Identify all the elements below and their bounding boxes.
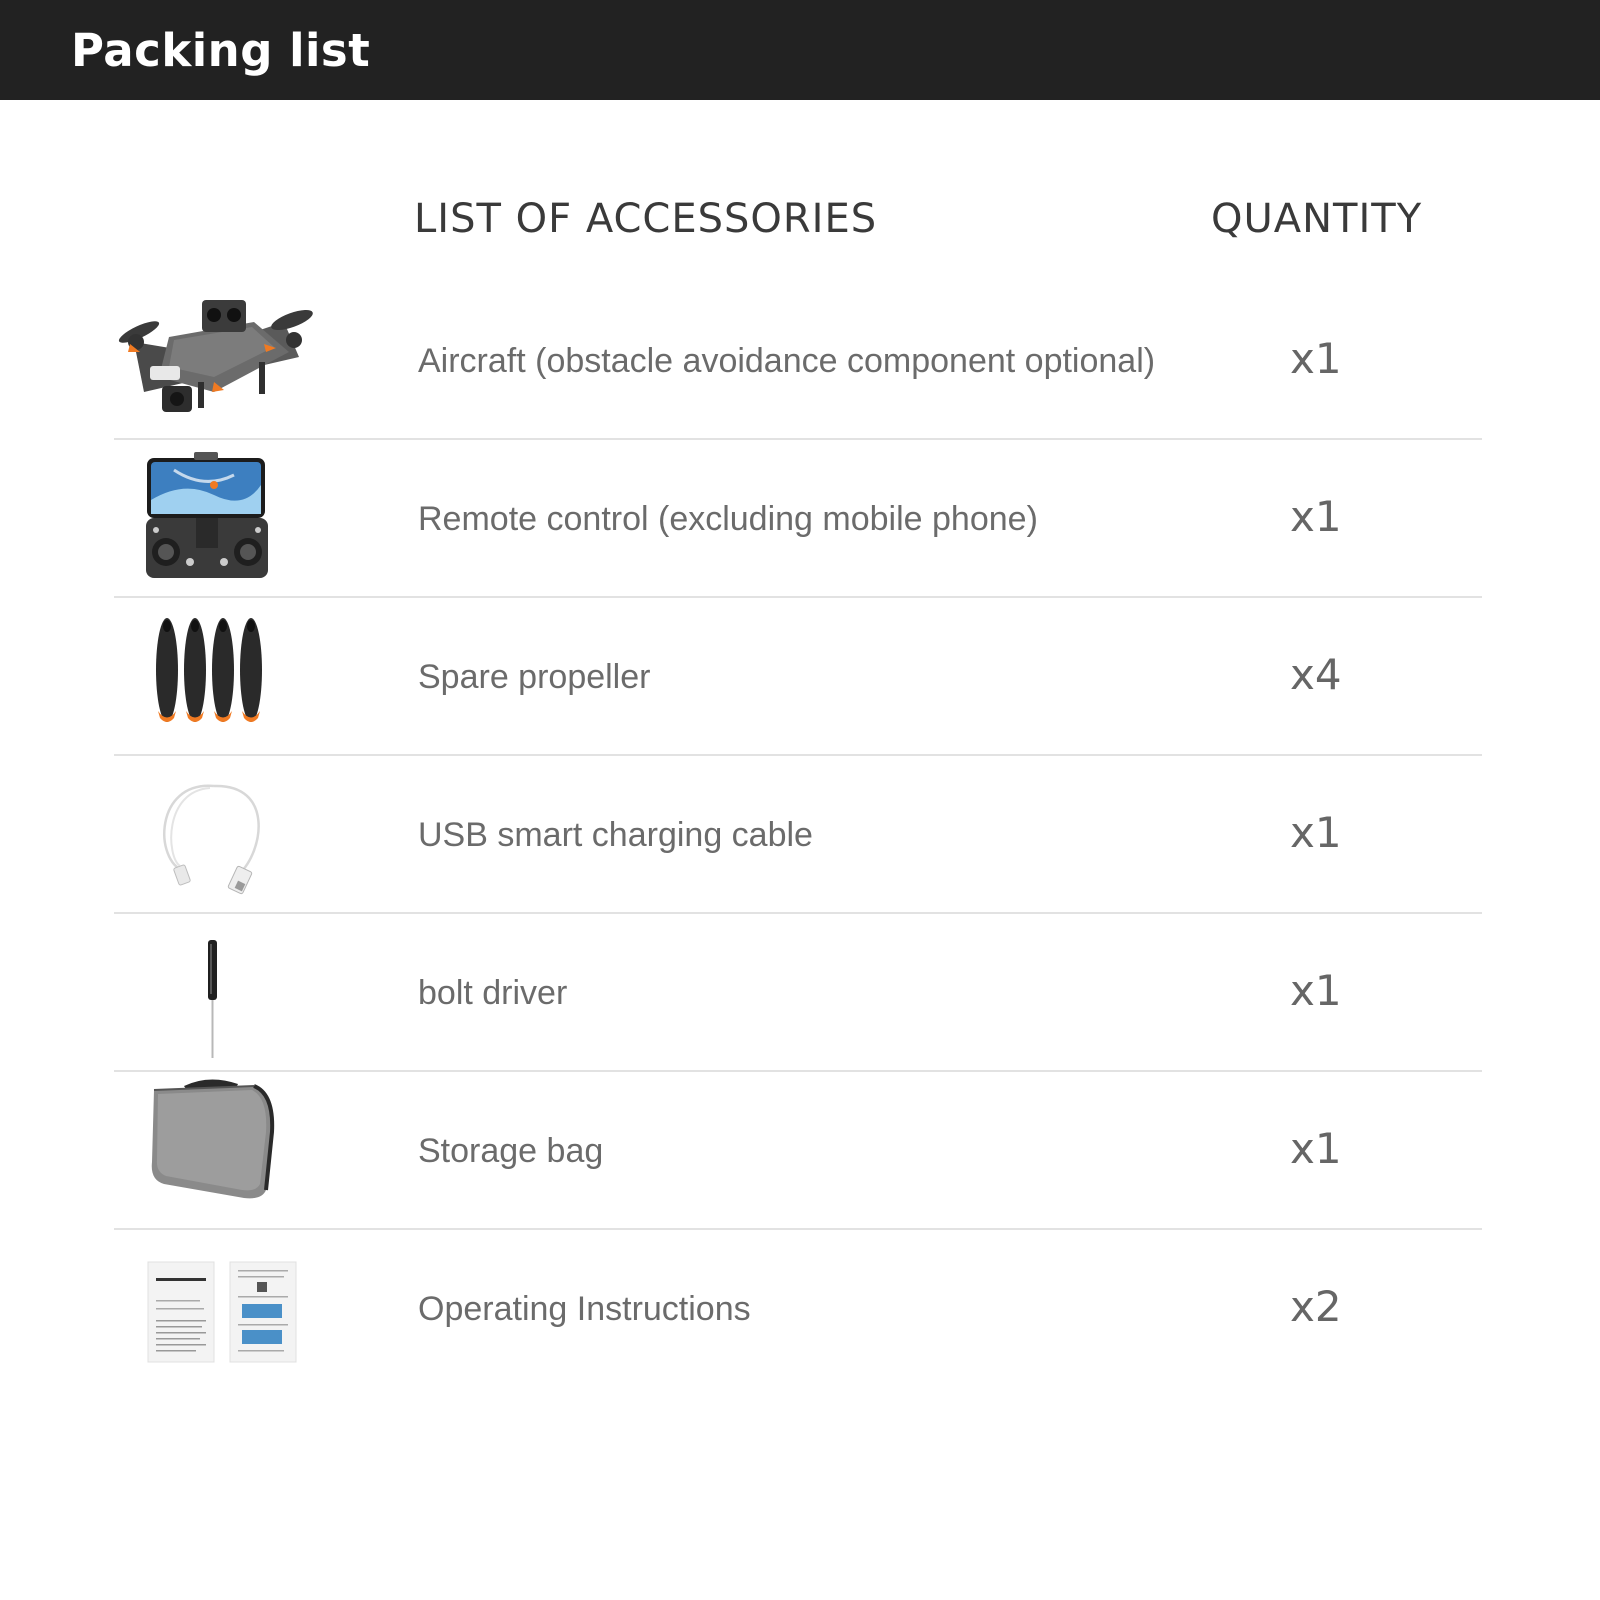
usb-cable-icon [114,756,314,906]
propellers-icon [114,598,314,748]
list-item [114,1072,1482,1230]
item-label: bolt driver [418,974,568,1012]
item-label: USB smart charging cable [418,816,813,854]
item-label: Aircraft (obstacle avoidance component optional) [418,342,1156,380]
list-item [114,440,1482,598]
list-item [114,282,1482,440]
list-item [114,914,1482,1072]
list-item [114,756,1482,914]
item-quantity: x1 [1290,808,1342,857]
item-quantity: x1 [1290,1124,1342,1173]
item-quantity: x1 [1290,492,1342,541]
storage-bag-icon [114,1072,314,1222]
remote-control-icon [114,440,314,590]
page-title: Packing list [71,24,371,77]
item-quantity: x4 [1290,650,1342,699]
list-item [114,598,1482,756]
item-quantity: x1 [1290,966,1342,1015]
manuals-icon [114,1230,314,1380]
screwdriver-icon [114,914,314,1064]
item-label: Spare propeller [418,658,651,696]
header-banner [0,0,1600,100]
item-label: Storage bag [418,1132,604,1170]
item-label: Remote control (excluding mobile phone) [418,500,1038,538]
quantity-column-heading: QUANTITY [1211,196,1423,242]
drone-icon [114,282,314,432]
accessories-column-heading: LIST OF ACCESSORIES [414,196,878,242]
list-item [114,1230,1482,1388]
item-quantity: x2 [1290,1282,1342,1331]
item-quantity: x1 [1290,334,1342,383]
item-label: Operating Instructions [418,1290,751,1328]
